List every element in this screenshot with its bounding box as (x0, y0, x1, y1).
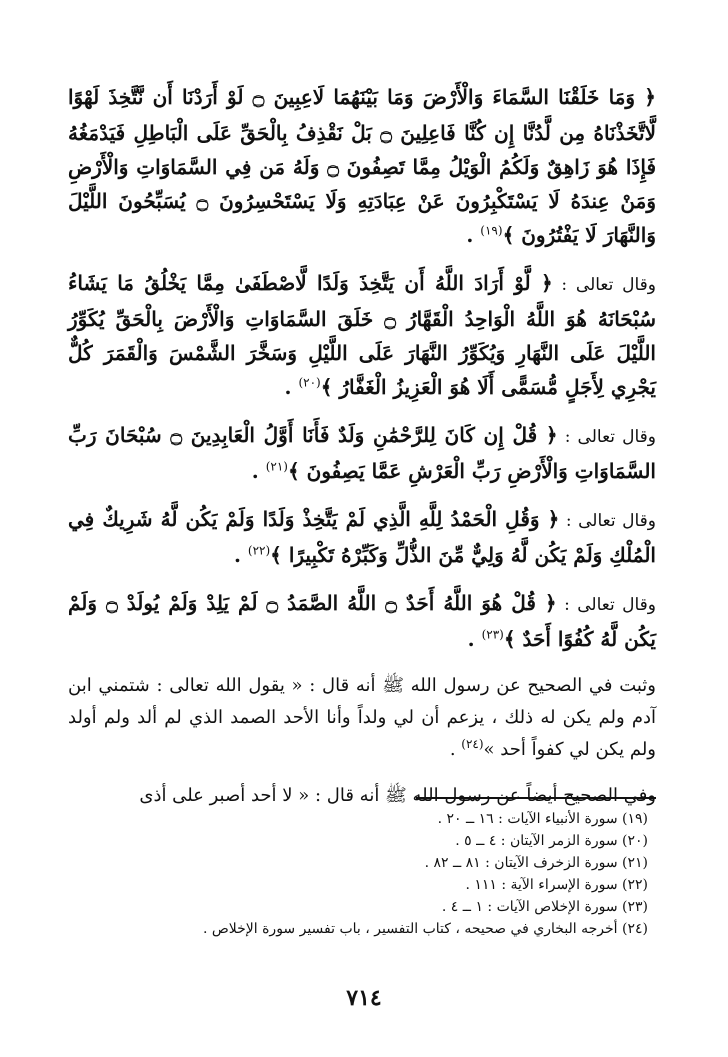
footnote-ref: (٢٢) (247, 543, 271, 558)
footnote-ref: (٢١) (265, 459, 288, 474)
verse-paragraph-1 (68, 80, 656, 252)
hadith-text: وفي الصحيح أيضاً عن رسول الله ﷺ أنه قال : « لا أحد أصبر على أذى (139, 785, 656, 806)
quran-verse: ﴿ قُلْ هُوَ اللَّهُ أَحَدٌ ۝ اللَّهُ الصَّمَدُ ۝ لَمْ يَلِدْ وَلَمْ يُولَدْ ۝ وَلَمْ يَكُن لَّهُ كُفُوًا أَحَدٌ ﴾ (68, 591, 656, 651)
footnote-23: (٢٣) سورة الإخلاص الآيات : ١ ــ ٤ . (441, 899, 648, 915)
footnote-20: (٢٠) سورة الزمر الآيتان : ٤ ــ ٥ . (455, 833, 648, 849)
footnote-ref: (٢٠) (298, 375, 321, 390)
footnote-24: (٢٤) أخرجه البخاري في صحيحه ، كتاب التفسير ، باب تفسير سورة الإخلاص . (202, 921, 648, 937)
verse-paragraph-5 (68, 586, 656, 656)
end-mark: . (466, 223, 481, 247)
quran-verse: ﴿ لَّوْ أَرَادَ اللَّهُ أَن يَتَّخِذَ وَلَدًا لَّاصْطَفَىٰ مِمَّا يَخْلُقُ مَا يَشَاءُ سُبْحَانَهُ هُوَ اللَّهُ الْوَاحِدُ الْقَهَّارُ ۝ خَلَقَ السَّمَاوَاتِ وَالْأَرْضَ بِالْحَقِّ يُكَوِّرُ اللَّيْلَ عَلَى النَّهَارِ وَيُكَوِّرُ النَّهَارَ عَلَى اللَّيْلِ وَسَخَّرَ الشَّمْسَ وَالْقَمَرَ كُلٌّ يَجْرِي لِأَجَلٍ مُّسَمًّى أَلَا هُوَ الْعَزِيزُ الْغَفَّارُ ﴾ (68, 271, 656, 399)
footnote-19: (١٩) سورة الأنبياء الآيات : ١٦ ــ ٢٠ . (437, 811, 648, 827)
main-text (68, 80, 656, 812)
end-mark: . (251, 459, 266, 483)
quran-verse: ﴿ وَقُلِ الْحَمْدُ لِلَّهِ الَّذِي لَمْ يَتَّخِذْ وَلَدًا وَلَمْ يَكُن لَّهُ شَرِيكٌ فِي الْمُلْكِ وَلَمْ يَكُن لَّهُ وَلِيٌّ مِّنَ الذُّلِّ وَكَبِّرْهُ تَكْبِيرًا ﴾ (68, 507, 656, 567)
quran-verse: ﴿ قُلْ إِن كَانَ لِلرَّحْمَٰنِ وَلَدٌ فَأَنَا أَوَّلُ الْعَابِدِينَ ۝ سُبْحَانَ رَبِّ السَّمَاوَاتِ وَالْأَرْضِ رَبِّ الْعَرْشِ عَمَّا يَصِفُونَ ﴾ (68, 423, 656, 483)
page-number: ٧١٤ (346, 985, 382, 1011)
intro-text: وقال تعالى : (552, 275, 656, 295)
footnotes (60, 808, 648, 940)
verse-paragraph-3 (68, 418, 656, 488)
verse-paragraph-4 (68, 502, 656, 572)
footnote-ref: (١٩) (480, 223, 503, 238)
footnote-divider (416, 797, 656, 799)
quran-verse: ﴿ وَمَا خَلَقْنَا السَّمَاءَ وَالْأَرْضَ وَمَا بَيْنَهُمَا لَاعِبِينَ ۝ لَوْ أَرَدْنَا أَن نَّتَّخِذَ لَهْوًا لَّاتَّخَذْنَاهُ مِن لَّدُنَّا إِن كُنَّا فَاعِلِينَ ۝ بَلْ نَقْذِفُ بِالْحَقِّ عَلَى الْبَاطِلِ فَيَدْمَغُهُ فَإِذَا هُوَ زَاهِقٌ وَلَكُمُ الْوَيْلُ مِمَّا تَصِفُونَ ۝ وَلَهُ مَن فِي السَّمَاوَاتِ وَالْأَرْضِ وَمَنْ عِندَهُ لَا يَسْتَكْبِرُونَ عَنْ عِبَادَتِهِ وَلَا يَسْتَحْسِرُونَ ۝ يُسَبِّحُونَ اللَّيْلَ وَالنَّهَارَ لَا يَفْتُرُونَ ﴾ (68, 85, 656, 247)
end-mark: . (467, 627, 482, 651)
footnote-ref: (٢٣) (481, 627, 504, 642)
intro-text: وقال تعالى : (559, 511, 656, 531)
verse-paragraph-2 (68, 266, 656, 404)
hadith-paragraph-1 (68, 670, 656, 766)
hadith-text: وثبت في الصحيح عن رسول الله ﷺ أنه قال : « يقول الله تعالى : شتمني ابن آدم ولم يكن له ذلك ، يزعم أن لي ولداً وأنا الأحد الصمد الذي لم ألد ولم أولد ولم يكن لي كفواً أحد » (68, 675, 656, 760)
intro-text: وقال تعالى : (557, 427, 656, 447)
end-mark: . (284, 375, 299, 399)
intro-text: وقال تعالى : (556, 595, 656, 615)
footnote-22: (٢٢) سورة الإسراء الآية : ١١١ . (465, 877, 648, 893)
footnote-ref: (٢٤) (461, 737, 484, 751)
end-mark: . (233, 543, 248, 567)
end-mark: . (449, 739, 462, 760)
footnote-21: (٢١) سورة الزخرف الآيتان : ٨١ ــ ٨٢ . (424, 855, 648, 871)
